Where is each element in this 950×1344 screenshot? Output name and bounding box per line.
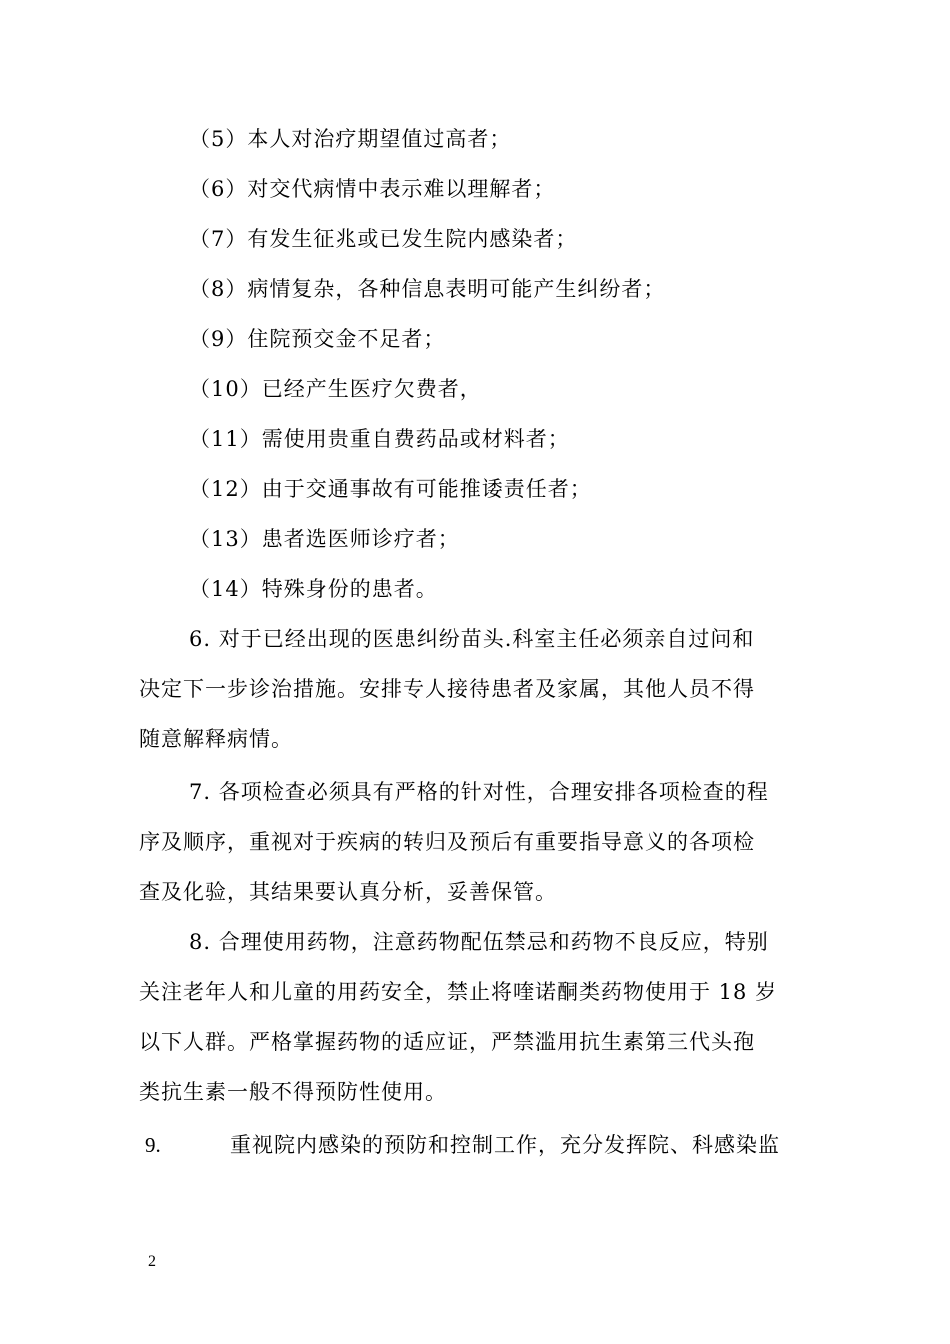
paragraph-6-line: 决定下一步诊治措施。安排专人接待患者及家属，其他人员不得 bbox=[139, 677, 755, 701]
paragraph-8-line: 以下人群。严格掌握药物的适应证，严禁滥用抗生素第三代头孢 bbox=[139, 1030, 755, 1054]
list-item: （10）已经产生医疗欠费者， bbox=[189, 377, 482, 401]
paragraph-7-line: 序及顺序，重视对于疾病的转归及预后有重要指导意义的各项检 bbox=[139, 830, 755, 854]
paragraph-8-line: 关注老年人和儿童的用药安全，禁止将喹诺酮类药物使用于 18 岁 bbox=[139, 980, 778, 1004]
paragraph-9-number: 9. bbox=[145, 1133, 161, 1157]
list-item: （12）由于交通事故有可能推诿责任者； bbox=[189, 477, 592, 501]
list-item: （6）对交代病情中表示难以理解者； bbox=[189, 177, 556, 201]
paragraph-7-line: 7. 各项检查必须具有严格的针对性，合理安排各项检查的程 bbox=[189, 780, 769, 804]
list-item: （11）需使用贵重自费药品或材料者； bbox=[189, 427, 570, 451]
list-item: （8）病情复杂，各种信息表明可能产生纠纷者； bbox=[189, 277, 666, 301]
paragraph-6-line: 6. 对于已经出现的医患纠纷苗头.科室主任必须亲自过问和 bbox=[189, 627, 755, 651]
list-item: （14）特殊身份的患者。 bbox=[189, 577, 438, 601]
paragraph-8-line: 类抗生素一般不得预防性使用。 bbox=[139, 1080, 447, 1104]
paragraph-6-line: 随意解释病情。 bbox=[139, 727, 293, 751]
page-number: 2 bbox=[148, 1253, 156, 1270]
list-item: （5）本人对治疗期望值过高者； bbox=[189, 127, 512, 151]
paragraph-7-line: 查及化验，其结果要认真分析，妥善保管。 bbox=[139, 880, 557, 904]
list-item: （13）患者选医师诊疗者； bbox=[189, 527, 460, 551]
paragraph-9-line: 重视院内感染的预防和控制工作，充分发挥院、科感染监 bbox=[230, 1133, 780, 1157]
list-item: （9）住院预交金不足者； bbox=[189, 327, 446, 351]
paragraph-8-line: 8. 合理使用药物，注意药物配伍禁忌和药物不良反应，特别 bbox=[189, 930, 769, 954]
list-item: （7）有发生征兆或已发生院内感染者； bbox=[189, 227, 578, 251]
